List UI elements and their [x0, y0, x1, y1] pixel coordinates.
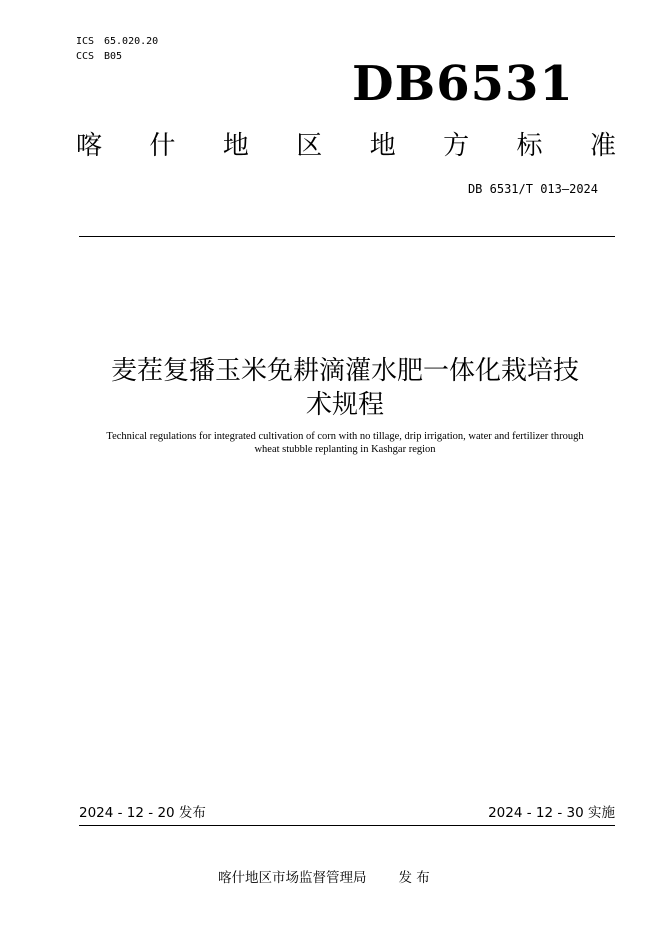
implement-date: 2024 - 12 - 30 实施 [488, 805, 615, 821]
standard-type-char: 方 [443, 131, 470, 161]
title-en-line-2: wheat stubble replanting in Kashgar region [254, 444, 436, 455]
standard-type-char: 喀 [76, 131, 103, 161]
ics-value: 65.020.20 [104, 36, 159, 47]
standard-type-char: 什 [149, 131, 176, 161]
title-cn-line-1: 麦茬复播玉米免耕滴灌水肥一体化栽培技 [110, 356, 579, 386]
top-divider [79, 236, 615, 237]
document-title-en [70, 430, 620, 456]
title-cn-line-2: 术规程 [305, 390, 384, 420]
standard-type [76, 128, 616, 164]
ccs-label: CCS [76, 51, 95, 62]
document-title-cn [60, 354, 630, 422]
db-logo: DB6531 [352, 56, 574, 112]
title-en-line-1: Technical regulations for integrated cultivation of corn with no tillage, drip irrigation, water and fertilizer through [106, 431, 584, 442]
ics-label: ICS [76, 36, 95, 47]
ccs-value: B05 [104, 51, 123, 62]
publisher [218, 869, 430, 887]
publish-action: 发 布 [398, 870, 430, 886]
publisher-name: 喀什地区市场监督管理局 [218, 870, 367, 886]
standard-type-char: 标 [516, 131, 543, 161]
bottom-divider [79, 825, 615, 826]
standard-type-char: 地 [222, 131, 249, 161]
ics-line [76, 35, 158, 49]
standard-number: DB 6531/T 013—2024 [467, 182, 598, 196]
standard-type-char: 准 [589, 131, 616, 161]
issue-date: 2024 - 12 - 20 发布 [79, 805, 206, 821]
standard-type-char: 区 [296, 131, 323, 161]
standard-type-char: 地 [369, 131, 396, 161]
ccs-line [76, 50, 122, 64]
